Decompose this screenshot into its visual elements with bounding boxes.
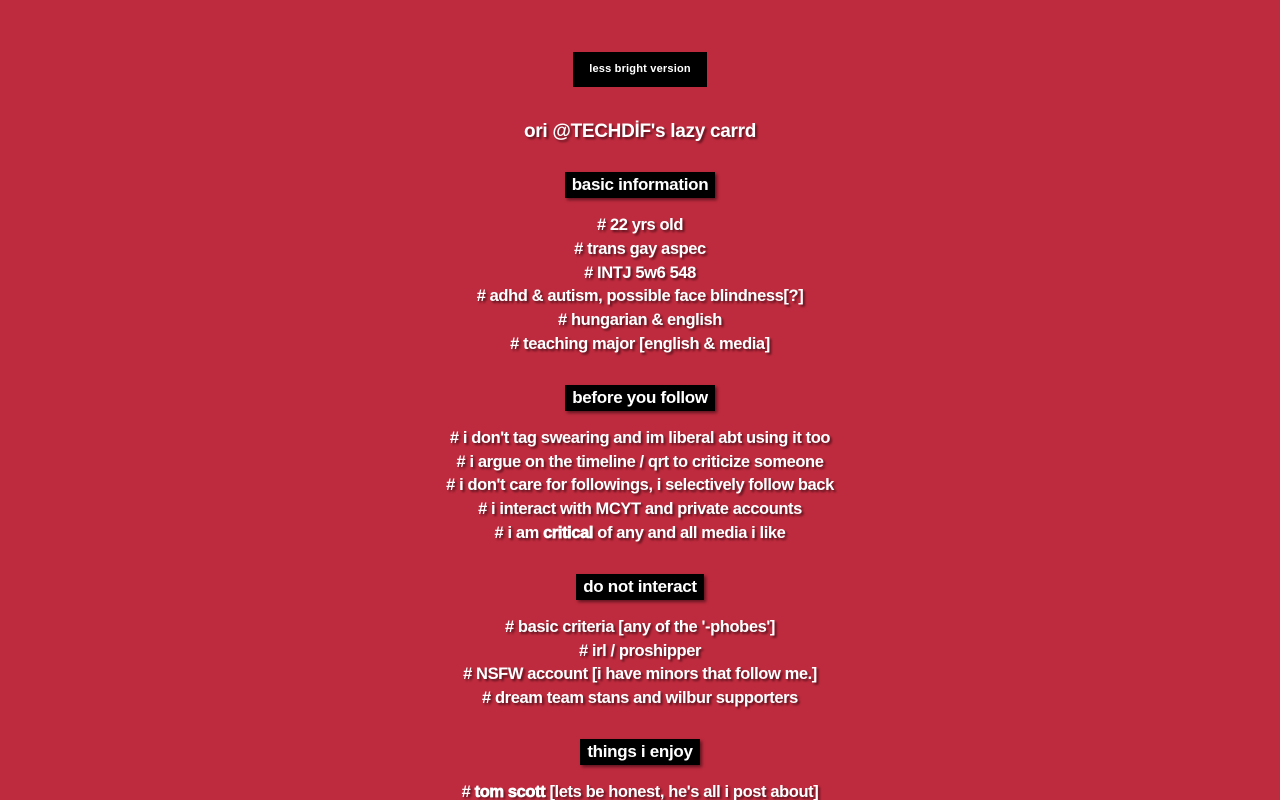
sections-container — [160, 172, 1120, 800]
list-item — [160, 214, 1120, 238]
item-text: # irl / proshipper — [578, 641, 702, 660]
list-item — [160, 498, 1120, 522]
section-basic-information — [160, 172, 1120, 357]
item-text: # dream team stans and wilbur supporters — [482, 689, 798, 708]
list-item — [160, 262, 1120, 286]
section-title: basic information — [565, 172, 716, 198]
item-text: # INTJ 5w6 548 — [584, 263, 696, 282]
section-do-not-interact — [160, 574, 1120, 711]
list-item — [160, 687, 1120, 711]
less-bright-version-button[interactable]: less bright version — [573, 52, 707, 87]
item-text: # trans gay aspec — [574, 239, 706, 258]
section-items — [160, 427, 1120, 546]
item-text: # basic criteria [any of the '-phobes'] — [504, 617, 776, 636]
page-title: ori @TECHDİF's lazy carrd — [524, 121, 756, 142]
list-item — [160, 309, 1120, 333]
section-items — [160, 214, 1120, 357]
item-text: # i argue on the timeline / qrt to criticize someone — [456, 452, 824, 471]
section-title: do not interact — [576, 574, 704, 600]
section-things-i-enjoy — [160, 739, 1120, 800]
item-text: # NSFW account [i have minors that follow me.] — [463, 665, 817, 684]
list-item — [160, 663, 1120, 687]
list-item — [160, 616, 1120, 640]
item-text: # 22 yrs old — [597, 216, 683, 234]
section-before-you-follow — [160, 385, 1120, 546]
item-text: # i interact with MCYT and private accounts — [478, 500, 802, 519]
section-title: things i enjoy — [580, 739, 699, 765]
item-text: # — [461, 782, 475, 800]
list-item — [160, 474, 1120, 498]
strong-text: critical — [543, 523, 594, 542]
list-item — [160, 522, 1120, 546]
item-text: # adhd & autism, possible face blindness[?] — [476, 287, 804, 306]
section-title: before you follow — [565, 385, 715, 411]
strong-text: tom scott — [474, 782, 546, 800]
list-item — [160, 333, 1120, 357]
item-text: # i am — [494, 523, 544, 542]
item-text: [lets be honest, he's all i post about] — [545, 782, 819, 800]
list-item — [160, 285, 1120, 309]
item-text: # i don't tag swearing and im liberal abt using it too — [449, 428, 831, 447]
item-text: # i don't care for followings, i selectively follow back — [446, 476, 834, 495]
list-item — [160, 781, 1120, 800]
list-item — [160, 451, 1120, 475]
item-text: of any and all media i like — [593, 523, 786, 542]
list-item — [160, 427, 1120, 451]
section-items — [160, 616, 1120, 711]
section-items — [160, 781, 1120, 800]
list-item — [160, 238, 1120, 262]
carrd-page — [160, 52, 1120, 800]
item-text: # hungarian & english — [558, 311, 722, 330]
item-text: # teaching major [english & media] — [510, 334, 770, 353]
list-item — [160, 640, 1120, 664]
